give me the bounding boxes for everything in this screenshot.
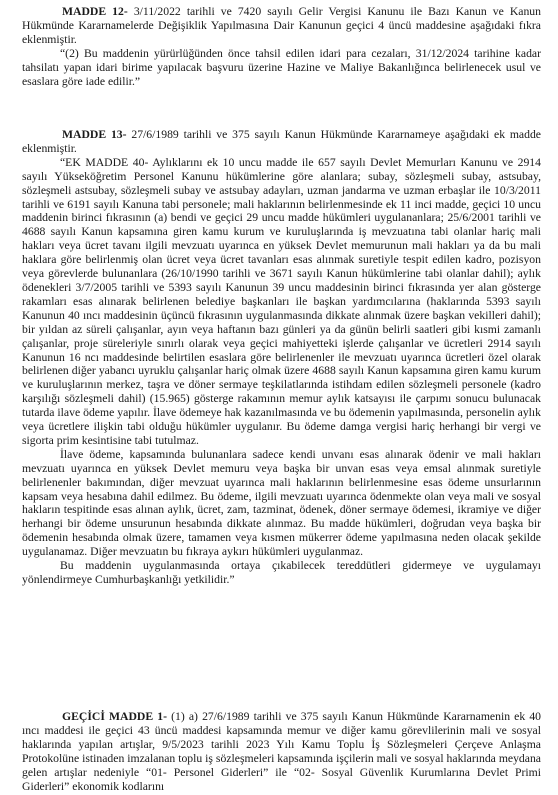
article-12-intro-text: 3/11/2022 tarihli ve 7420 sayılı Gelir Vergisi Kanunu ile Bazı Kanun ve Kanun Hükmünde Kararnamelerde Değişiklik Yapılmasına Dair Kanunun geçici 4 üncü maddesine aşağıdaki fıkra eklenmiştir.: [22, 5, 541, 46]
article-12-heading: MADDE 12-: [62, 5, 128, 18]
article-12-intro: [22, 5, 541, 47]
article-12-quote: “(2) Bu maddenin yürürlüğünden önce tahsil edilen idari para cezaları, 31/12/2024 tarihine kadar tahsilatı yapan idari birime yapılacak başvuru üzerine Hazine ve Maliye Bakanlığınca belirlenecek usul ve esaslara göre iade edilir.”: [22, 46, 541, 88]
provisional-article-1-heading: GEÇİCİ MADDE 1-: [62, 710, 167, 723]
article-13-heading: MADDE 13-: [62, 128, 127, 141]
article-13-intro-text: 27/6/1989 tarihli ve 375 sayılı Kanun Hükmünde Kararnameye aşağıdaki ek madde eklenmiştir.: [22, 128, 541, 155]
article-12: [22, 5, 541, 88]
provisional-article-1-body: (1) a) 27/6/1989 tarihli ve 375 sayılı Kanun Hükmünde Kararnamenin ek 40 ıncı maddesi ile geçici 43 üncü maddesi kapsamında memur ve diğer kamu görevlilerinin mali ve sosyal haklarında yapılan artışlar, 9/5/2023 tarihli 2023 Yılı Kamu Toplu İş Sözleşmeleri Çerçeve Anlaşma Protokolüne istinaden imzalanan toplu iş sözleşmeleri kapsamında işçilerin mali ve sosyal haklarında meydana gelen artışlar nedeniyle “01- Personel Giderleri” ile “02- Sosyal Güvenlik Kurumlarına Devlet Primi Giderleri” ekonomik kodlarını: [22, 710, 542, 793]
article-13-paragraph-1: “EK MADDE 40- Aylıklarını ek 10 uncu madde ile 657 sayılı Devlet Memurları Kanunu ve 2914 sayılı Yükseköğretim Personel Kanunu hükümlerine göre alanlara; subay, sözleşmeli subay, astsubay, sözleşmeli astsubay, sözleşmeli subay ve astsubay adayları, uzman jandarma ve uzman erbaşlar ile 10/3/2011 tarihli ve 6191 sayılı Kanuna tabi personele; mali haklarının belirlenmesinde ek 11 inci madde, geçici 10 uncu maddenin birinci fıkrasının (a) bendi ve geçici 29 uncu madde hükümleri uygulananlara; 25/6/2001 tarihli ve 4688 sayılı Kanun kapsamına giren kamu kurum ve kuruluşlarında iş mevzuatına tabi olanlar hariç mali hakları veya ücret tavanı ilgili mevzuatı uyarınca en yüksek Devlet memurunun mali hakları ya da bu mali haklara göre belirlenmiş olan ücret veya ücret tavanları esas alınmak suretiyle tespit edilen kadro, pozisyon veya görevlerde bulunanlara (26/10/1990 tarihli ve 3671 sayılı Kanun hükümlerine tabi olanlar dahil); aylık ödenekleri 3/7/2005 tarihli ve 5393 sayılı Kanunun 39 uncu maddesinin birinci fıkrasında yer alan gösterge rakamları esas alınarak belirlenen belediye başkanları ile başkan yardımcılarına (haklarında 5393 sayılı Kanunun 40 ıncı maddesinin üçüncü fıkrasının uygulanmasında dikkate alınmak üzere başkan vekilleri dahil); bir yıldan az süreli çalışanlar, ayın veya haftanın bazı günleri ya da günün belirli saatleri gibi kısmi zamanlı çalışanlar, proje süreleriyle sınırlı olarak veya geçici mahiyetteki işlerde çalışanlar ve ücretleri 2914 sayılı Kanunun 16 ncı maddesinde belirtilen esaslara göre belirlenenler ile mevzuatı uyarınca ücretleri özel olarak belirlenen diğer yabancı uyruklu çalışanlar hariç olmak üzere 4688 sayılı Kanun kapsamına giren kamu kurum ve kuruluşlarının merkez, taşra ve döner sermaye teşkilatlarında istihdam edilen sözleşmeli personele (kadro karşılığı sözleşmeli dahil) (15.965) gösterge rakamının memur aylık katsayısı ile çarpımı sonucu bulunacak tutarda ilave ödeme yapılır. İlave ödemeye hak kazanılmasında ve bu ödemenin yapılmasında, personelin aylık veya ücretlere ilişkin tabi olduğu hükümler uygulanır. Bu ödeme damga vergisi hariç herhangi bir vergi ve sigorta prim kesintisine tabi tutulmaz.: [22, 155, 541, 447]
article-13-paragraph-2: İlave ödeme, kapsamında bulunanlara sadece kendi unvanı esas alınarak ödenir ve mali hakları mevzuatı uyarınca en yüksek Devlet memuru veya başka bir unvan esas veya emsal alınmak suretiyle belirlenenler bakımından, diğer mevzuat uyarınca mali haklarının belirlenmesine esas ödeme unsurlarının kapsam veya hesabına dahil edilmez. Bu ödeme, ilgili mevzuatı uyarınca ödenmekte olan veya mali ve sosyal hakların tespitinde esas alınan aylık, ücret, zam, tazminat, ödenek, döner sermaye ödemesi, ikramiye ve diğer herhangi bir ödeme unsurunun hesabında dikkate alınmaz. Bu madde hükümleri, doğrudan veya başka bir ödemenin hesabında olmak üzere, tamamen veya kısmen mükerrer ödeme yapılmasına neden olacak şekilde uygulanamaz. Diğer mevzuatın bu fıkraya aykırı hükümleri uygulanmaz.: [22, 447, 541, 559]
article-13: [22, 128, 541, 587]
article-13-paragraph-3: Bu maddenin uygulanmasında ortaya çıkabilecek tereddütleri gidermeye ve uygulamayı yönlendirmeye Cumhurbaşkanlığı yetkilidir.”: [22, 559, 541, 586]
provisional-article-1: [22, 710, 541, 793]
article-13-intro: [22, 128, 541, 156]
provisional-article-1-text: [22, 710, 541, 793]
